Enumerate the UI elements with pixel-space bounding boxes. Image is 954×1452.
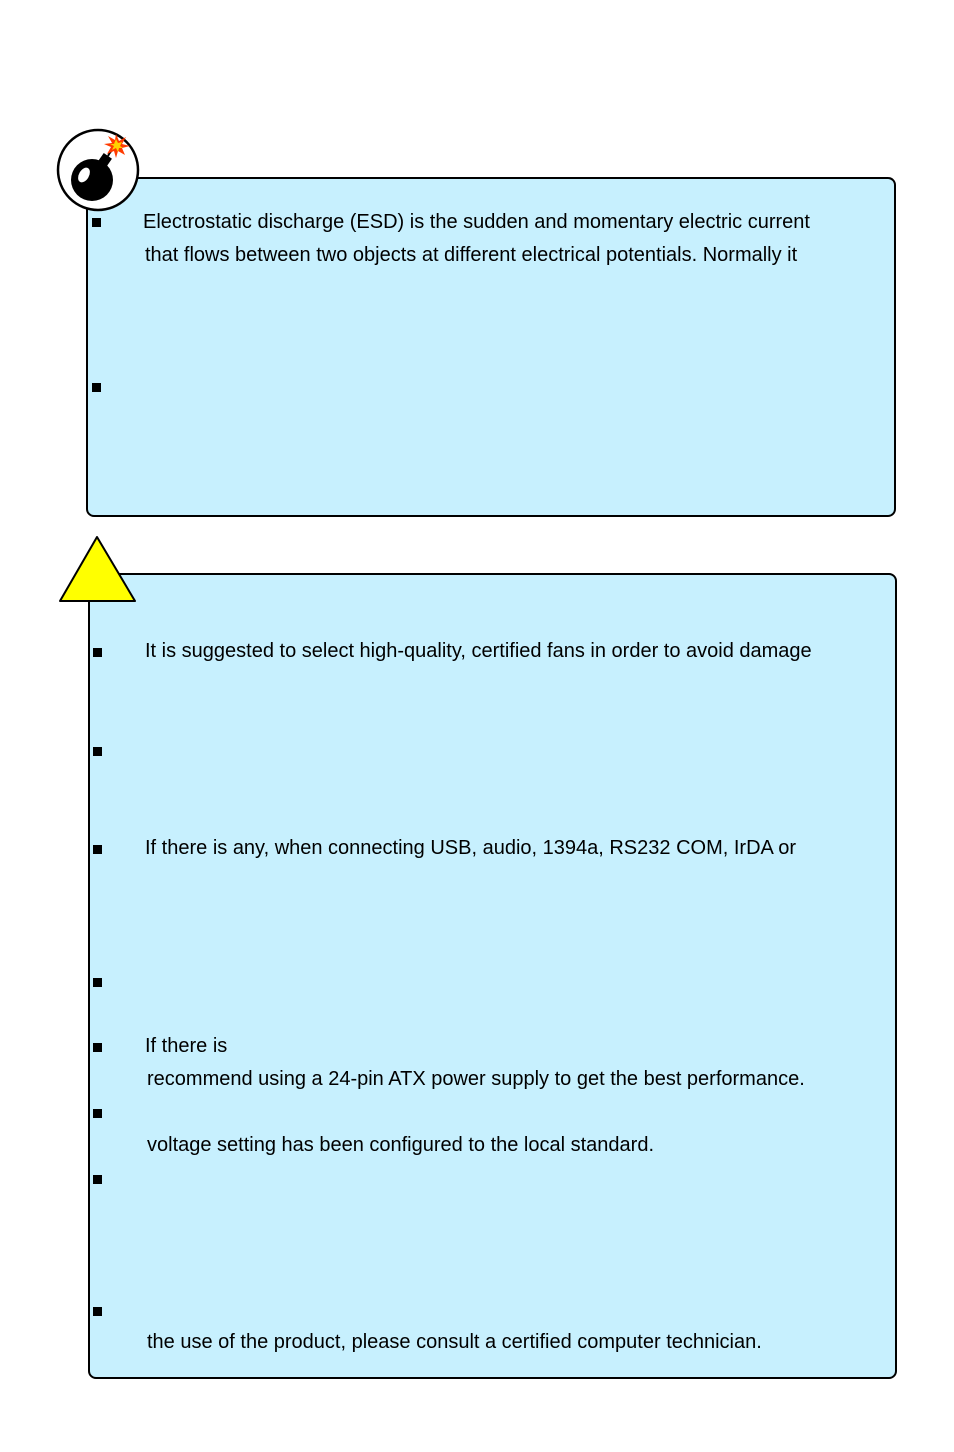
caution-atx-line-1: If there is xyxy=(145,1035,228,1057)
bullet-caution-5 xyxy=(93,1043,102,1052)
caution-fans-line: It is suggested to select high-quality, certified fans in order to avoid damage xyxy=(145,640,812,662)
caution-atx-line-2: recommend using a 24-pin ATX power supply to get the best performance. xyxy=(147,1068,805,1090)
esd-text-line-2: that flows between two objects at different electrical potentials. Normally it xyxy=(145,244,798,266)
caution-connect-line: If there is any, when connecting USB, audio, 1394a, RS232 COM, IrDA or xyxy=(145,837,797,859)
bullet-caution-7 xyxy=(93,1175,102,1184)
caution-voltage-line: voltage setting has been configured to the local standard. xyxy=(147,1134,655,1156)
bullet-caution-4 xyxy=(93,978,102,987)
bullet-caution-1 xyxy=(93,648,102,657)
esd-text-line-1: Electrostatic discharge (ESD) is the sudden and momentary electric current xyxy=(143,211,810,233)
bullet-esd-1 xyxy=(92,218,101,227)
warning-triangle-icon xyxy=(58,535,138,603)
bullet-caution-8 xyxy=(93,1307,102,1316)
caution-notice-box xyxy=(88,573,897,1379)
bomb-icon xyxy=(55,128,145,218)
bullet-esd-2 xyxy=(92,383,101,392)
bullet-caution-3 xyxy=(93,845,102,854)
caution-technician-line: the use of the product, please consult a certified computer technician. xyxy=(147,1331,762,1353)
bullet-caution-2 xyxy=(93,747,102,756)
bullet-caution-6 xyxy=(93,1109,102,1118)
